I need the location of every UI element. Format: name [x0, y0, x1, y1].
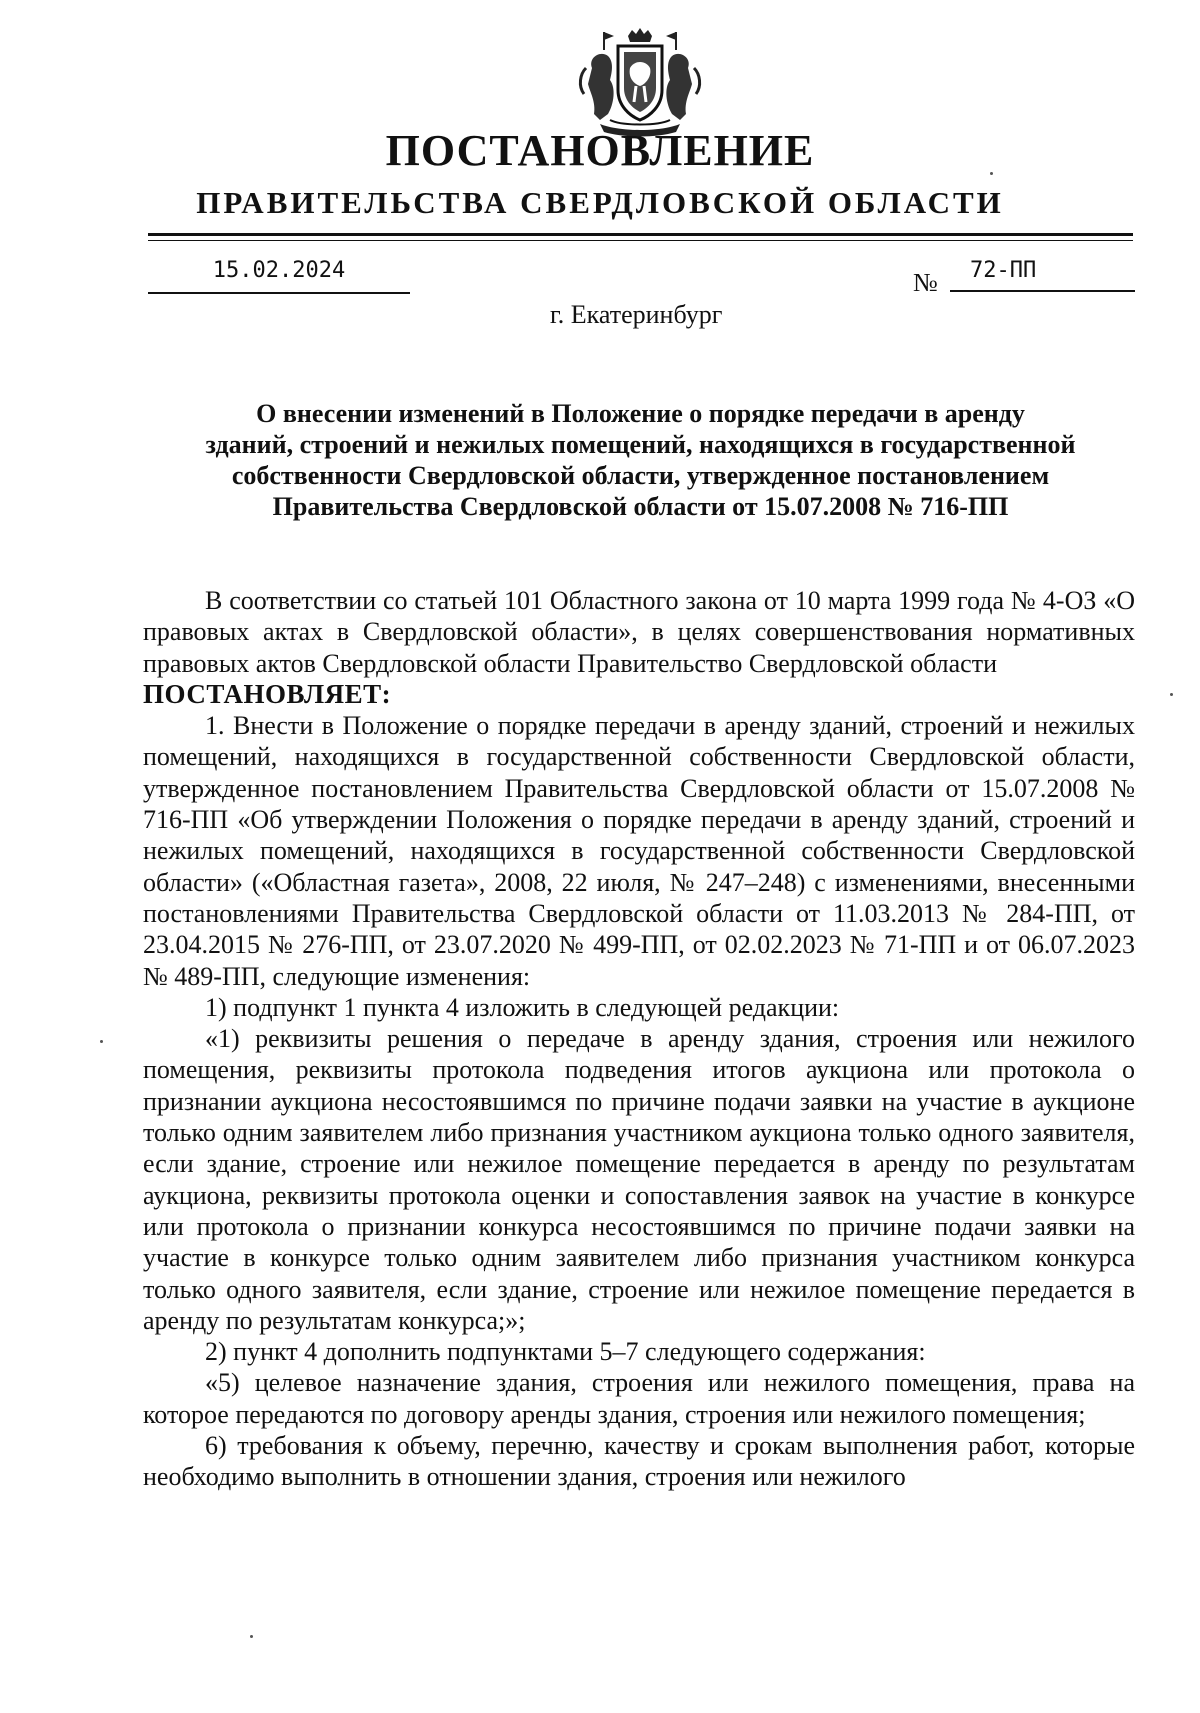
document-type-heading: ПОСТАНОВЛЕНИЕ [385, 126, 815, 175]
title-line: О внесении изменений в Положение о порядке передачи в аренду [256, 399, 1025, 428]
header-rule-thick [148, 233, 1133, 236]
subitem-2-point-5-paragraph: «5) целевое назначение здания, строения или нежилого помещения, права на которое передаются по договору аренды здания, строения или нежилого помещения; [143, 1368, 1135, 1429]
coat-of-arms-icon [570, 28, 710, 138]
subitem-1-text-paragraph: «1) реквизиты решения о передаче в аренду здания, строения или нежилого помещения, реквизиты протокола подведения итогов аукциона или протокола о признании аукциона несостоявшимся по причине подачи заявки на участие в аукционе только одним заявителем либо признания участником аукциона только одного заявителя, если здание, строение или нежилое помещение передается в аренду по результатам аукциона, реквизиты протокола оценки и сопоставления заявок на участие в конкурсе или протокола о признании конкурса несостоявшимся по причине подачи заявки на участие в конкурсе только одним заявителем либо признания участником конкурса только одного заявителя, если здание, строение или нежилое помещение передается в аренду по результатам конкурса;»; [143, 1024, 1135, 1335]
document-date: 15.02.2024 [148, 258, 410, 294]
number-sign: № [913, 268, 938, 297]
item-1-paragraph: 1. Внести в Положение о порядке передачи в аренду зданий, строений и нежилых помещений, находящихся в государственной собственности Свердловской области, утвержденное постановлением Правительства Свердловской области от 15.07.2008 № 716-ПП «Об утверждении Положения о порядке передачи в аренду зданий, строений и нежилых помещений, находящихся в государственной собственности Свердловской области» («Областная газета», 2008, 22 июля, № 247–248) с изменениями, внесенными постановлениями Правительства Свердловской области от 11.03.2013 № 284-ПП, от 23.04.2015 № 276-ПП, от 23.07.2020 № 499-ПП, от 02.02.2023 № 71-ПП и от 06.07.2023 № 489-ПП, следующие изменения: [143, 711, 1135, 991]
scan-speck [100, 1040, 103, 1043]
scan-speck [990, 172, 993, 175]
city-label: г. Екатеринбург [550, 300, 723, 329]
title-line: зданий, строений и нежилых помещений, находящихся в государственной [205, 430, 1076, 459]
document-body [143, 585, 1135, 1493]
title-line: собственности Свердловской области, утвержденное постановлением [231, 461, 1050, 490]
scan-speck [250, 1635, 253, 1638]
document-title [148, 398, 1133, 522]
header-rule-thin [148, 240, 1133, 241]
subitem-1-paragraph: 1) подпункт 1 пункта 4 изложить в следующей редакции: [205, 992, 840, 1022]
issuer-heading: ПРАВИТЕЛЬСТВА СВЕРДЛОВСКОЙ ОБЛАСТИ [196, 185, 1004, 220]
title-line: Правительства Свердловской области от 15.07.2008 № 716-ПП [272, 492, 1009, 521]
subitem-2-paragraph: 2) пункт 4 дополнить подпунктами 5–7 следующего содержания: [205, 1337, 926, 1367]
preamble-paragraph: В соответствии со статьей 101 Областного закона от 10 марта 1999 года № 4-ОЗ «О правовых актах в Свердловской области», в целях совершенствования нормативных правовых актов Свердловской области Правительство Свердловской области [143, 586, 1135, 678]
scan-speck [1170, 693, 1173, 696]
document-number: 72-ПП [950, 258, 1135, 292]
subitem-2-point-6-paragraph: 6) требования к объему, перечню, качеству и срокам выполнения работ, которые необходимо выполнить в отношении здания, строения или нежилого [143, 1431, 1135, 1492]
decree-word: ПОСТАНОВЛЯЕТ: [143, 678, 392, 709]
